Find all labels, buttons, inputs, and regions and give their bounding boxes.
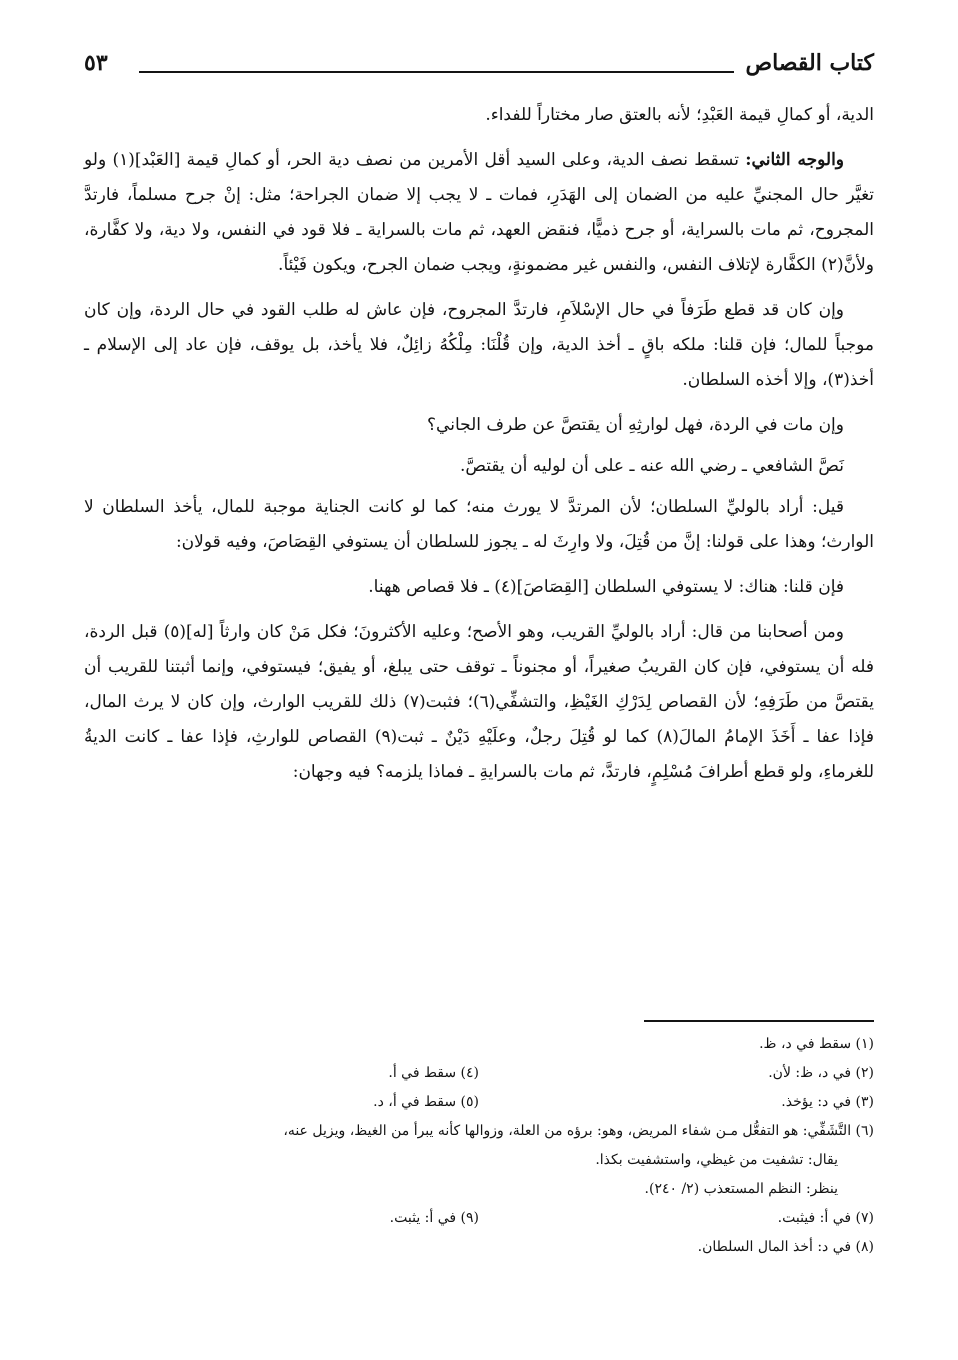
footnote-row — [84, 1175, 874, 1204]
paragraph-2-lead: والوجه الثاني: — [745, 150, 844, 170]
footnote-row — [84, 1204, 874, 1233]
header-rule — [139, 71, 734, 73]
footnote-empty — [84, 1233, 479, 1262]
footnote-4: (٤) سقط في أ. — [388, 1065, 479, 1081]
footnote-8: (٨) في د: أخذ المال السلطان. — [697, 1239, 874, 1255]
footnote-row — [84, 1117, 874, 1146]
footnote-6-line-3: ينظر: النظم المستعذب (٢/ ٢٤٠). — [644, 1181, 838, 1197]
footnote-5: (٥) سقط في أ، د. — [373, 1094, 479, 1110]
paragraph-2 — [84, 143, 874, 283]
paragraph-2-text: تسقط نصف الدية، وعلى السيد أقل الأمرين من نصف دية الحر، أو كمالِ قيمة [العَبْد](١) ولو تغيَّر حال المجنيِّ عليه من الضمان إلى الهَدَرِ، فمات ـ لا يجب إلا ضمان الجراحة؛ مثل: إنْ جرح مسلماً، فارتدَّ المجروح، ثم مات بالسراية، أو جرح ذميًّا، فنقض العهد، ثم مات بالسراية ـ فلا قود في النفس، ولا دية، ولا كفَّارة، ولأنَّ(٢) الكفَّارة لإتلاف النفس، والنفس غير مضمونةٍ، ويجب ضمان الجرح، ويكون فَيْئاً. — [84, 150, 874, 275]
footnote-6-line-1: (٦) التَّشَفِّي: هو التفعُّل مـن شفاء المريض، وهو: برؤه من العلة، وزوالها كأنه يبرأ من الغيظ، ويزيل عنه، — [283, 1123, 874, 1139]
footnote-row — [84, 1088, 874, 1117]
footnote-row — [84, 1146, 874, 1175]
paragraph-7: فإن قلنا: هناك: لا يستوفي السلطان [القِصَاصَ](٤) ـ فلا قصاص ههنا. — [368, 577, 844, 597]
footnote-row — [84, 1059, 874, 1088]
main-text — [84, 98, 874, 800]
footnote-row — [84, 1233, 874, 1262]
paragraph-1: الدية، أو كمالِ قيمة العَبْدِ؛ لأنه بالعتق صار مختاراً للفداء. — [485, 105, 874, 125]
footnote-3: (٣) في د: يؤخذ. — [781, 1094, 874, 1110]
paragraph-8: ومن أصحابنا من قال: أراد بالوليِّ القريب، وهو الأصح؛ وعليه الأكثرونَ؛ فكل مَنْ كان وارثاً [له](٥) قبل الردة، فله أن يستوفي، فإن كان القريبُ صغيراً، أو مجنوناً ـ توقف حتى يبلغ، أو يفيق؛ فيستوفي، وإنما أثبتنا للقريب أن يقتصَّ من طَرَفِهِ؛ لأن القصاص لِدَرْكِ الغَيْظِ، والتشفِّي(٦)؛ فثبت(٧) ذلك للقريب الوارث، وإن كان لا يرث المال، فإذا عفا ـ أَخَذَ الإمامُ المالَ(٨) كما لو قُتِلَ رجلٌ، وعلَيْهِ دَيْنٌ ـ ثبت(٩) القصاص للوارثِ، فإذا عفا ـ كانت الديةُ للغرماءِ، ولو قطع أطرافَ مُسْلِمٍ، فارتدَّ، ثم مات بالسرايةِ ـ فماذا يلزمه؟ فيه وجهان: — [84, 622, 874, 782]
paragraph-3: وإن كان قد قطع طَرَفاً في حال الإسْلاَمِ، فارتدَّ المجروح، فإن عاش له طلب القود في حال الردة، وإن كان موجباً للمال؛ فإن قلنا: ملكه باقٍ ـ أخذ الدية، وإن قُلْنَا: مِلْكُهُ زائِلٌ، فلا يأخذ، بل يوقف، فإن عاد إلى الإسلام ـ أخذ(٣)، وإلا أخذه السلطان. — [84, 300, 874, 390]
footnote-empty — [84, 1030, 479, 1059]
footnotes — [84, 1030, 874, 1262]
paragraph-4: وإن مات في الردة، فهل لوارثِهِ أن يقتصَّ عن طرف الجاني؟ — [427, 415, 844, 435]
footnote-row — [84, 1030, 874, 1059]
footnote-6-line-2: يقال: تشفيت من غيظي، واستشفيت بكذا. — [595, 1152, 838, 1168]
footnote-9: (٩) في أ: يثبت. — [389, 1210, 479, 1226]
footnote-7: (٧) في أ: فيثبت. — [777, 1210, 874, 1226]
paragraph-5: نَصَّ الشافعي ـ رضي الله عنه ـ على أن لوليه أن يقتصَّ. — [460, 456, 844, 476]
chapter-title: كتاب القصاص — [745, 50, 874, 76]
page-number: ٥٣ — [84, 50, 108, 76]
page-header — [84, 50, 874, 94]
footnote-1: (١) سقط في د، ظ. — [759, 1036, 874, 1052]
footnote-rule — [644, 1020, 874, 1022]
footnote-2: (٢) في د، ظ: لأن. — [768, 1065, 874, 1081]
paragraph-6: قيل: أراد بالوليِّ السلطان؛ لأن المرتدَّ لا يورث منه؛ كما لو كانت الجناية موجبة للمال، يأخذ السلطان لا الوارث؛ وهذا على قولنا: إنَّ من قُتِلَ، ولا وارِثَ له ـ يجوز للسلطان أن يستوفي القِصَاصَ، وفيه قولان: — [84, 497, 874, 552]
